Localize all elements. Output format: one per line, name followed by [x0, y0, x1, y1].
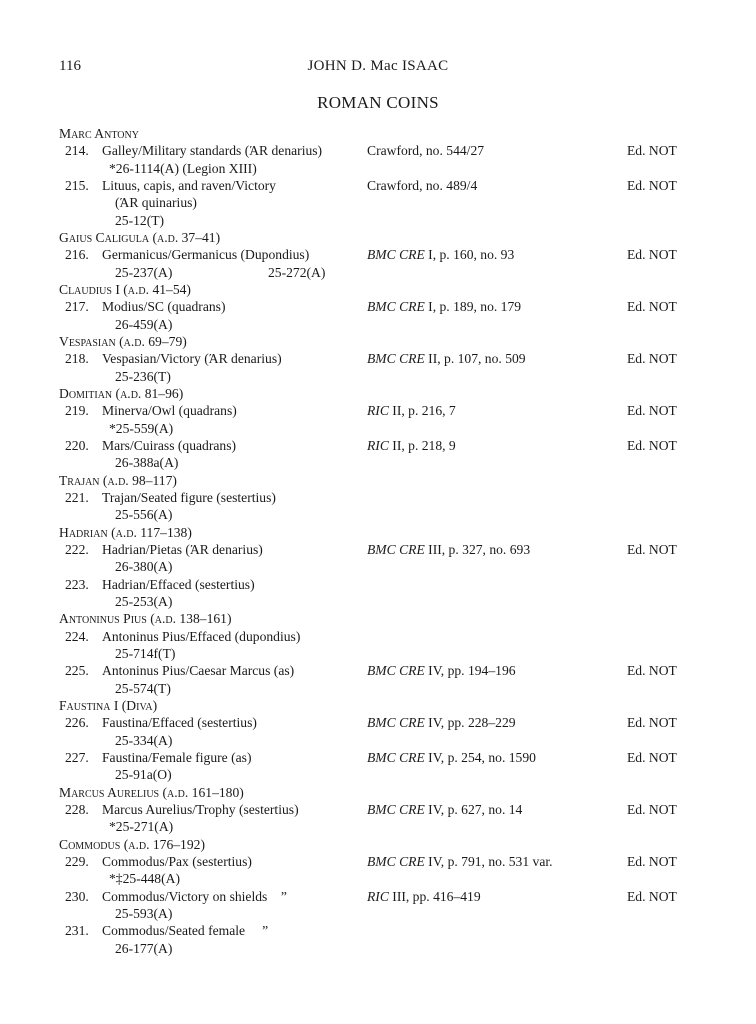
entry-edition: Ed. NOT — [627, 715, 677, 731]
entry-edition: Ed. NOT — [627, 177, 677, 193]
reference-detail: II, p. 216, 7 — [388, 403, 456, 419]
entry-reference — [367, 662, 516, 679]
inventory-number: 25-593(A) — [115, 905, 173, 921]
entry-description: Faustina/Effaced (sestertius) — [102, 715, 257, 731]
inventory-number: 26-388a(A) — [115, 455, 179, 471]
reference-source: BMC CRE — [367, 247, 425, 263]
reference-detail: II, p. 107, no. 509 — [424, 351, 526, 367]
inventory-number: *26-1114(A) (Legion XIII) — [109, 160, 257, 176]
inventory-number: 25-574(T) — [115, 680, 171, 696]
reference-detail: IV, p. 627, no. 14 — [424, 801, 523, 817]
entry-reference — [367, 402, 456, 419]
entry-number: 216. — [65, 247, 89, 263]
entry-edition: Ed. NOT — [627, 663, 677, 679]
inventory-number-2: 25-272(A) — [268, 264, 326, 280]
entry-description: Germanicus/Germanicus (Dupondius) — [102, 247, 310, 263]
ruler-heading-text: Commodus (a.d. 176–192) — [59, 836, 205, 852]
entry-number: 220. — [65, 437, 89, 453]
entry-description: Trajan/Seated figure (sestertius) — [102, 489, 276, 505]
reference-source: BMC CRE — [367, 351, 425, 367]
reference-detail: Crawford, no. 544/27 — [367, 143, 485, 159]
ruler-heading-text: Faustina I (Diva) — [59, 697, 158, 713]
inventory-number: 25-334(A) — [115, 732, 173, 748]
reference-source: RIC — [367, 403, 389, 419]
inventory-number: 26-177(A) — [115, 940, 173, 956]
entry-reference — [367, 541, 530, 558]
entry-number: 221. — [65, 489, 89, 505]
entry-number: 231. — [65, 923, 89, 939]
entry-edition: Ed. NOT — [627, 299, 677, 315]
running-head: JOHN D. Mac ISAAC — [307, 58, 449, 74]
entry-description: Mars/Cuirass (quadrans) — [102, 437, 237, 453]
entry-description: Commodus/Seated female ” — [102, 923, 269, 939]
ruler-heading-text: Hadrian (a.d. 117–138) — [59, 524, 192, 540]
ruler-heading-text: Marcus Aurelius (a.d. 161–180) — [59, 784, 244, 800]
ruler-heading-text: Vespasian (a.d. 69–79) — [59, 333, 187, 349]
entry-number: 230. — [65, 888, 89, 904]
inventory-number: 25-236(T) — [115, 368, 171, 384]
reference-detail: III, pp. 416–419 — [388, 888, 481, 904]
entry-edition: Ed. NOT — [627, 403, 677, 419]
entry-number: 214. — [65, 143, 89, 159]
reference-source: BMC CRE — [367, 715, 425, 731]
reference-detail: I, p. 160, no. 93 — [424, 247, 515, 263]
entry-edition: Ed. NOT — [627, 247, 677, 263]
reference-source: BMC CRE — [367, 801, 425, 817]
entry-description: Commodus/Victory on shields ” — [102, 888, 287, 904]
reference-detail: IV, pp. 228–229 — [424, 715, 516, 731]
entry-description: Vespasian/Victory (ΆR denarius) — [102, 351, 282, 367]
entry-reference — [367, 714, 516, 731]
entry-reference — [367, 246, 514, 263]
entry-edition: Ed. NOT — [627, 541, 677, 557]
reference-source: BMC CRE — [367, 299, 425, 315]
inventory-number: 25-12(T) — [115, 212, 165, 228]
inventory-number: *25-559(A) — [109, 420, 174, 436]
ruler-heading-text: Domitian (a.d. 81–96) — [59, 385, 184, 401]
reference-detail: Crawford, no. 489/4 — [367, 177, 478, 193]
entry-reference — [367, 801, 522, 818]
entry-description: Commodus/Pax (sestertius) — [102, 853, 252, 869]
section-title: ROMAN COINS — [317, 93, 439, 112]
entry-edition: Ed. NOT — [627, 853, 677, 869]
entry-description: Minerva/Owl (quadrans) — [102, 403, 237, 419]
reference-source: BMC CRE — [367, 541, 425, 557]
reference-source: RIC — [367, 437, 389, 453]
entry-description: Lituus, capis, and raven/Victory — [102, 177, 276, 193]
inventory-number: *‡25-448(A) — [109, 871, 180, 887]
entry-description: Galley/Military standards (ΆR denarius) — [102, 143, 323, 159]
reference-detail: III, p. 327, no. 693 — [424, 541, 531, 557]
entry-reference — [367, 749, 536, 766]
entry-reference — [367, 853, 553, 870]
inventory-number: (ΆR quinarius) — [115, 195, 197, 211]
entry-number: 224. — [65, 628, 89, 644]
entry-number: 227. — [65, 749, 89, 765]
entry-reference — [367, 350, 526, 367]
entry-description: Marcus Aurelius/Trophy (sestertius) — [102, 801, 299, 817]
inventory-number: 26-459(A) — [115, 316, 173, 332]
reference-source: RIC — [367, 888, 389, 904]
entry-reference — [367, 298, 521, 315]
entry-number: 229. — [65, 853, 89, 869]
entry-reference — [367, 437, 456, 454]
entry-number: 218. — [65, 351, 89, 367]
entry-description: Antoninus Pius/Effaced (dupondius) — [102, 628, 301, 644]
reference-detail: I, p. 189, no. 179 — [424, 299, 522, 315]
entry-number: 222. — [65, 541, 89, 557]
entry-edition: Ed. NOT — [627, 143, 677, 159]
entry-description: Faustina/Female figure (as) — [102, 749, 252, 765]
entry-number: 219. — [65, 403, 89, 419]
inventory-number: *25-271(A) — [109, 819, 174, 835]
entry-number: 226. — [65, 715, 89, 731]
entry-number: 217. — [65, 299, 89, 315]
page-number: 116 — [59, 58, 81, 74]
entry-edition: Ed. NOT — [627, 749, 677, 765]
inventory-number: 25-237(A) — [115, 264, 173, 280]
entry-edition: Ed. NOT — [627, 351, 677, 367]
entry-edition: Ed. NOT — [627, 437, 677, 453]
ruler-heading-text: Claudius I (a.d. 41–54) — [59, 281, 191, 297]
inventory-number: 25-91a(O) — [115, 767, 172, 783]
inventory-number: 26-380(A) — [115, 559, 173, 575]
inventory-number: 25-714f(T) — [115, 645, 176, 661]
entry-reference — [367, 177, 477, 194]
ruler-heading-text: Gaius Caligula (a.d. 37–41) — [59, 229, 221, 245]
ruler-heading-text: Trajan (a.d. 98–117) — [59, 472, 177, 488]
reference-detail: IV, pp. 194–196 — [424, 663, 516, 679]
entry-edition: Ed. NOT — [627, 888, 677, 904]
entry-reference — [367, 888, 481, 905]
entry-description: Hadrian/Effaced (sestertius) — [102, 576, 255, 592]
entry-description: Modius/SC (quadrans) — [102, 299, 226, 315]
entry-reference — [367, 142, 484, 159]
entry-number: 228. — [65, 801, 89, 817]
reference-source: BMC CRE — [367, 853, 425, 869]
inventory-number: 25-253(A) — [115, 593, 173, 609]
entry-number: 215. — [65, 177, 89, 193]
entry-description: Hadrian/Pietas (ΆR denarius) — [102, 541, 263, 557]
reference-source: BMC CRE — [367, 663, 425, 679]
reference-detail: II, p. 218, 9 — [388, 437, 456, 453]
ruler-heading-text: Marc Antony — [59, 126, 139, 141]
entry-number: 223. — [65, 576, 89, 592]
reference-source: BMC CRE — [367, 749, 425, 765]
reference-detail: IV, p. 254, no. 1590 — [424, 749, 536, 765]
entry-description: Antoninus Pius/Caesar Marcus (as) — [102, 663, 295, 679]
ruler-heading-text: Antoninus Pius (a.d. 138–161) — [59, 611, 232, 627]
inventory-number: 25-556(A) — [115, 507, 173, 523]
reference-detail: IV, p. 791, no. 531 var. — [424, 853, 553, 869]
entry-number: 225. — [65, 663, 89, 679]
entry-edition: Ed. NOT — [627, 801, 677, 817]
